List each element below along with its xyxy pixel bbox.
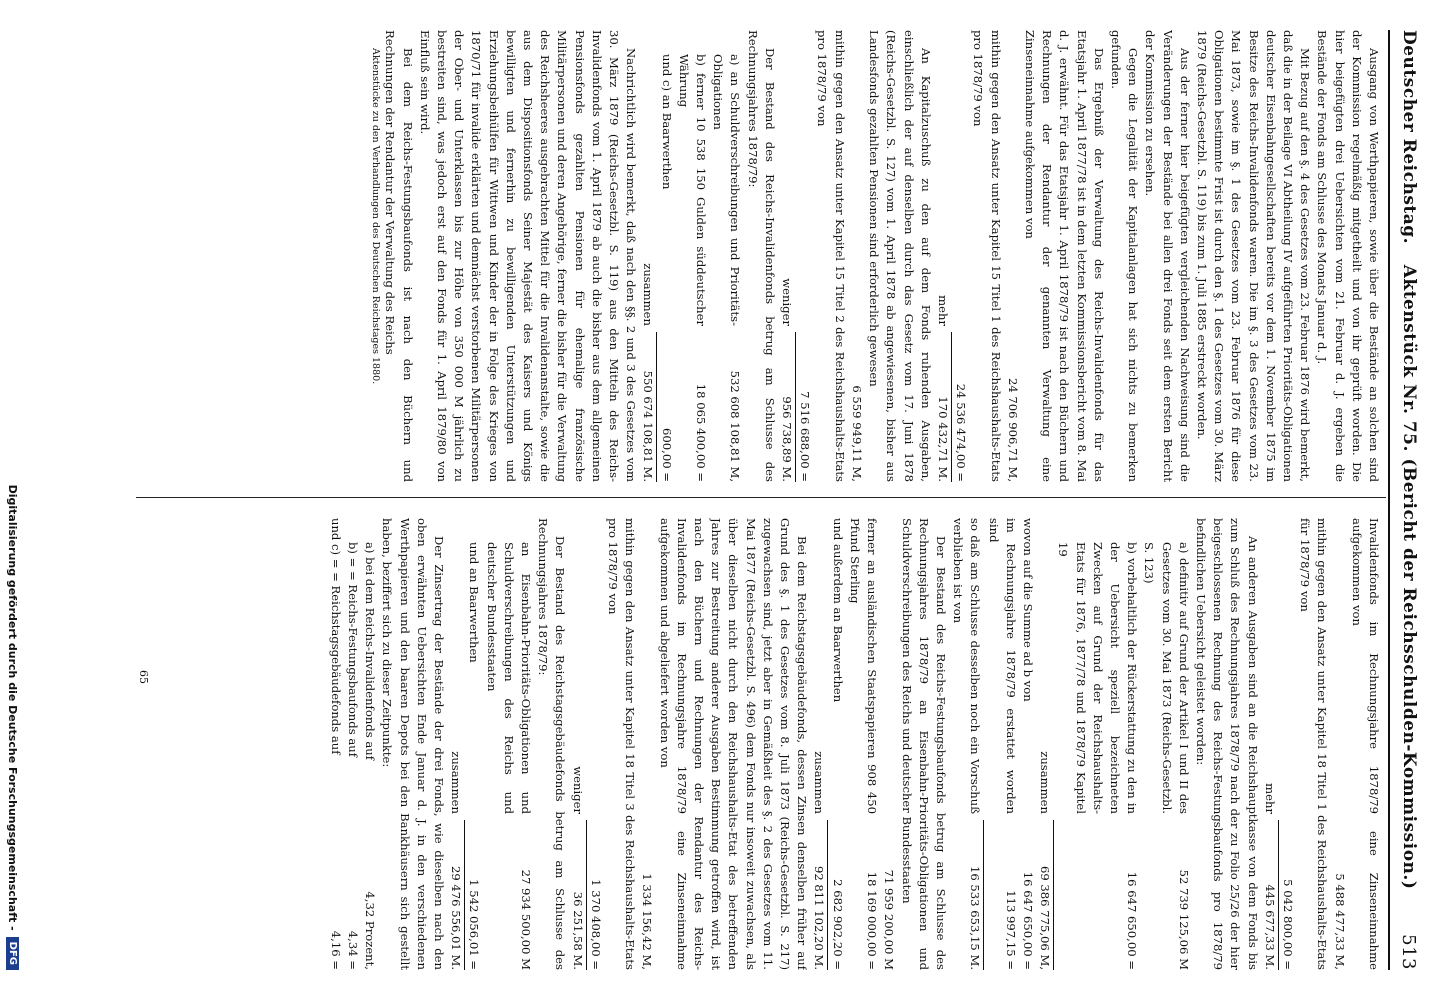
amount-row [361, 518, 378, 970]
amount: 69 386 775,06 M, [1036, 820, 1054, 970]
amount: 24 536 474,00 = [954, 383, 969, 482]
amount: 1 370 408,00 = [588, 879, 603, 970]
row-label: a) an Schuldverschreibungen und Prioritäts-Obligationen [711, 54, 743, 326]
amount-row [639, 30, 657, 482]
amount: 956 738,89 M. [778, 332, 796, 482]
amount-row [778, 30, 796, 482]
amount-row [934, 30, 952, 482]
amount: 4,16 = [328, 930, 343, 970]
amount: 4,32 Prozent, [363, 891, 378, 970]
paragraph: Das Ergebniß der Verwaltung des Reichs-Invalidenfonds für das Etatsjahr 1. April 1877/78 ist in dem letzten Kommissionsbericht vom 8. Mai d. J. erwähnt. Für das Etatsjahr 1. April 1878/79 ist nach den Büchern und Rechnungen der Rendantur der genannten Verwaltung eine Zinseneinnahme aufgekommen von [1022, 30, 1106, 482]
paragraph: mithin gegen den Ansatz unter Kapitel 15 Titel 2 des Reichshaushalts-Etats pro 1878/79 von [815, 30, 847, 482]
credit-text: Digitalisierung gefördert durch die Deutsche Forschungsgemeinschaft - [6, 484, 20, 931]
amount: 1 542 056,01 = [467, 879, 482, 970]
paragraph: An Kapitalzuschuß zu den auf dem Fonds ruhenden Ausgaben, einschließlich der auf denselben durch das Gesetz vom 17. Juni 1878 (Reichs-Gesetzbl. S. 127) vom 1. April 1878 ab angewiesenen, bisher aus Landesfonds gezahlten Pensionen sind erforderlich gewesen [867, 30, 933, 482]
amount-row [1261, 518, 1279, 970]
row-label: zusammen [812, 751, 827, 814]
row-label: im Rechnungsjahre 1878/79 erstattet worden sind [986, 518, 1018, 814]
dfg-logo: DFG [7, 937, 20, 970]
amount: 16 533 653,15 M. [966, 820, 984, 970]
paragraph: Der Bestand des Reichs-Invalidenfonds betrug am Schlusse des Rechnungsjahres 1878/79: [745, 30, 777, 482]
amount: 550 674 108,81 M. [639, 332, 657, 482]
row-label: zusammen [641, 263, 656, 326]
amount: 600,00 = [659, 428, 674, 482]
amount-row [848, 30, 865, 482]
row-label: mehr [1262, 783, 1277, 814]
amount-row [675, 30, 709, 482]
row-label: b) = = Reichs-Festungsbaufonds auf [346, 542, 361, 758]
paragraph: Bei dem Reichs-Festungsbaufonds ist nach den Büchern und Rechnungen der Rendantur der Verwaltung des Reichs [383, 30, 415, 482]
row-label: so daß am Schlusse desselben noch ein Vorschuß verblieben ist von [951, 518, 983, 814]
amount-row [1279, 518, 1296, 970]
header-left: Deutscher Reichstag. [1399, 30, 1419, 245]
amount-row [1140, 518, 1192, 970]
row-label: zusammen [449, 751, 464, 814]
amount: 27 934 500,00 M [519, 869, 534, 970]
amount: 532 608 108,81 M, [728, 370, 743, 482]
running-header [1392, 30, 1426, 970]
amount-row [1004, 30, 1021, 482]
amount-row [1019, 518, 1036, 970]
amount: 4,34 = [346, 930, 361, 970]
column-divider [136, 497, 1386, 498]
amount: 5 488 477,33 M, [1332, 873, 1347, 970]
paragraph: Mit Bezug auf den §. 4 des Gesetzes vom 23. Februar 1876 wird bemerkt, daß die in der Beilage VI Abtheilung IV aufgeführten Prioritäts-Obligationen deutscher Eisenbahngesellschaften bereits vor dem 1. November 1875 im Besitze des Reichs-Invalidenfonds waren. Die im §. 3 des Gesetzes vom 23. Mai 1873, sowie im §. 1 des Gesetzes vom 23. Februar 1876 für diese Obligationen bestimmte Frist ist durch den §. 1 des Gesetzes vom 30. März 1879 (Reichs-Gesetzbl. S. 119) bis zum 1. Juli 1885 erstreckt worden. [1194, 30, 1313, 482]
right-column [122, 518, 1382, 970]
row-label: weniger [570, 766, 585, 814]
paragraph: An anderen Ausgaben sind an die Reichshauptkasse von dem Fonds bis zum Schluß des Rechnungsjahres 1878/79 nach der zu Folio 25/26 der hier beigeschlossenen Rechnung des Reichs-Festungsbaufonds pro 1878/79 befindlichen Uebersicht geleistet worden: [1193, 518, 1260, 970]
row-label: und c) = = Reichstagsgebäudefonds auf [328, 518, 343, 755]
paragraph: Bei dem Reichstagsgebäudefonds, dessen Zinsen denselben früher auf Grund des §. 1 des Gesetzes vom 8. Juli 1873 (Reichs-Gesetzbl. S. 217) zugewachsen sind, jetzt aber in Gemäßheit des §. 2 des Gesetzes vom 11. Mai 1877 (Reichs-Gesetzbl. S. 496) dem Fonds nur insoweit zuwachsen, als über dieselben nicht durch den Reichshaushalts-Etat des betreffenden Jahres zur Bestreitung anderer Ausgaben Bestimmung getroffen wird, ist nach den Büchern und Rechnungen der Rendantur des Reichs-Invalidenfonds im Rechnungsjahre 1878/79 eine Zinseneinnahme aufgekommen und abgeliefert worden von [657, 518, 810, 970]
amount-row [568, 518, 586, 970]
paragraph: Ausgang von Werthpapieren, sowie über die Bestände an solchen sind der Kommission regelmäßig mitgetheilt und von ihr geprüft worden. Die hier beigefügten drei Uebersichten vom 21. Februar d. J. ergeben die Bestände der Fonds am Schlusse des Monats Januar d. J. [1315, 30, 1381, 482]
amount: 16 647 650,00 = [1020, 871, 1035, 970]
amount: 6 559 949,11 M, [849, 385, 864, 482]
amount-row [1330, 518, 1347, 970]
row-label: weniger [780, 278, 795, 326]
amount-row [709, 30, 743, 482]
amount-row [952, 30, 969, 482]
amount-row [587, 518, 604, 970]
amount: 170 432,71 M. [934, 332, 952, 482]
paragraph: mithin gegen den Ansatz unter Kapitel 18 Titel 3 des Reichshaushalts-Etats pro 1878/79 von [606, 518, 638, 970]
amount: 113 997,15 = [1003, 890, 1018, 970]
amount-row [482, 518, 534, 970]
amount-row [984, 518, 1018, 970]
amount-row [796, 30, 813, 482]
amount-row [465, 518, 482, 970]
amount-row [949, 518, 984, 970]
header-rule [1388, 30, 1390, 970]
amount: 18 065 400,00 = [694, 383, 709, 482]
row-label: und an Baarwerthen [467, 542, 482, 663]
row-label: b) ferner 10 538 150 Gulden süddeutscher Währung [676, 54, 709, 326]
paragraph: Aus der ferner hier beigefügten vergleichenden Nachweisung sind die Veränderungen der Bestände bei allen drei Fonds seit dem ersten Bericht der Kommission zu ersehen. [1143, 30, 1192, 482]
amount-row [638, 518, 655, 970]
amount: 36 251,58 M. [568, 820, 586, 970]
paragraph: mithin gegen den Ansatz unter Kapitel 15 Titel 1 des Reichshaushalts-Etats pro 1878/79 von [971, 30, 1003, 482]
paragraph: Gegen die Legalität der Kapitalanlagen hat sich nichts zu bemerken gefunden. [1108, 30, 1141, 482]
amount-row [1054, 518, 1140, 970]
amount-row [880, 518, 897, 970]
amount: 2 682 902,20 = [830, 879, 845, 970]
row-label: a) bei dem Reichs-Invalidenfonds auf [363, 542, 378, 761]
digitization-credit [4, 30, 22, 970]
row-label: an Eisenbahn-Prioritäts-Obligationen und Schuldverschreibungen des Reichs und deutscher Bundesstaaten [484, 542, 534, 814]
amount-row [846, 518, 880, 970]
paragraph: Der Bestand des Reichstagsgebäudefonds betrug am Schlusse des Rechnungsjahres 1878/79: [536, 518, 568, 970]
paragraph: mithin gegen den Ansatz unter Kapitel 18 Titel 1 des Reichshaushalts-Etats für 1878/79 von [1298, 518, 1330, 970]
row-label: b) vorbehaltlich der Rückerstattung zu den in der Uebersicht speziell bezeichneten Zwecken auf Grund der Reichshaushalts-Etats für 1876, 1877/78 und 1878/79 Kapitel 19 [1056, 542, 1140, 814]
amount-row [344, 518, 361, 970]
amount-row [1036, 518, 1054, 970]
paragraph: Der Zinsertrag der Bestände der drei Fonds, wie dieselben nach den oben erwähnten Uebersichten Ende Januar d. J. in den verschiedenen Werthpapieren und den baaren Depots bei den Bankhäusern sich gestellt haben, beziffert sich zu dieser Zeitpunkte: [380, 518, 447, 970]
row-label: ferner an ausländischen Staatspapieren 908 450 Pfund Sterling [847, 518, 880, 814]
paragraph: Nachrichtlich wird bemerkt, daß nach den §§. 2 und 3 des Gesetzes vom 30. März 1879 (Reichs-Gesetzbl. S. 119) aus den Mitteln des Reichs-Invalidenfonds vom 1. April 1879 ab auch die bisher aus dem allgemeinen Pensionsfonds gezahlten Pensionen für ehemalige französische Militärpersonen und deren Angehörige, ferner die bisher für die Verwaltung des Reichsheeres ausgebrachten Mittel für die Invalidenanstalte, sowie die aus dem Dispositionsfonds Seiner Majestät des Kaisers und Königs bewilligten und fernerhin zu bewilligenden Unterstützungen und Erziehungsbeihülfen für Wittwen und Kinder der in Folge des Krieges von 1870/71 für invalide erklärten und demnächst verstorbenen Militärpersonen der Ober- und Unterklassen bis zur Höhe von 350 000 M jährlich zu bestreiten sind, was jedoch erst auf den Fonds für 1. April 1879/80 von Einfluß sein wird. [417, 30, 639, 482]
row-label: mehr [935, 295, 950, 326]
row-label: und c) an Baarwerthen [659, 54, 674, 190]
left-column [122, 30, 1382, 482]
row-label: a) definitiv auf Grund der Artikel I und II des Gesetzes vom 30. Mai 1873 (Reichs-Gesetzbl. S. 123) [1142, 542, 1191, 814]
amount: 5 042 800,00 = [1280, 879, 1295, 970]
paragraph: Invalidenfonds im Rechnungsjahre 1878/79 eine Zinseneinnahme aufgekommen von [1349, 518, 1381, 970]
amount: 445 677,33 M. [1261, 820, 1279, 970]
row-label: wovon auf die Summe ad b von [1020, 518, 1035, 702]
header-center: Aktenstück Nr. 75. (Bericht der Reichsschulden-Kommission.) [1399, 264, 1419, 890]
amount: 71 959 200,00 M [882, 869, 897, 970]
amount-row [829, 518, 846, 970]
footnote: Aktenstücke zu den Verhandlungen des Deutschen Reichstages 1880. [370, 48, 382, 385]
page-number: 513 [1398, 934, 1420, 970]
paragraph: Der Bestand des Reichs-Festungsbaufonds betrug am Schlusse des Rechnungsjahres 1878/79 an Eisenbahn-Prioritäts-Obligationen und Schuldverschreibungen des Reichs und deutscher Bundesstaaten [899, 518, 948, 970]
amount-row [447, 518, 465, 970]
row-label: zusammen [1038, 751, 1053, 814]
amount: 16 647 650,00 = [1125, 871, 1140, 970]
signature-mark: 65 [137, 670, 150, 684]
amount-row [327, 518, 344, 970]
row-label: und außerdem an Baarwerthen [830, 518, 845, 703]
amount-row [657, 30, 674, 482]
amount: 18 169 000,00 = [865, 871, 880, 970]
amount: 1 334 156,42 M, [640, 873, 655, 970]
amount-row [810, 518, 828, 970]
amount: 7 516 688,00 = [798, 391, 813, 482]
amount: 29 476 556,01 M. [447, 820, 465, 970]
amount: 24 706 906,71 M, [1005, 377, 1020, 482]
amount: 92 811 102,20 M. [810, 820, 828, 970]
amount: 52 739 125,06 M [1176, 869, 1191, 970]
